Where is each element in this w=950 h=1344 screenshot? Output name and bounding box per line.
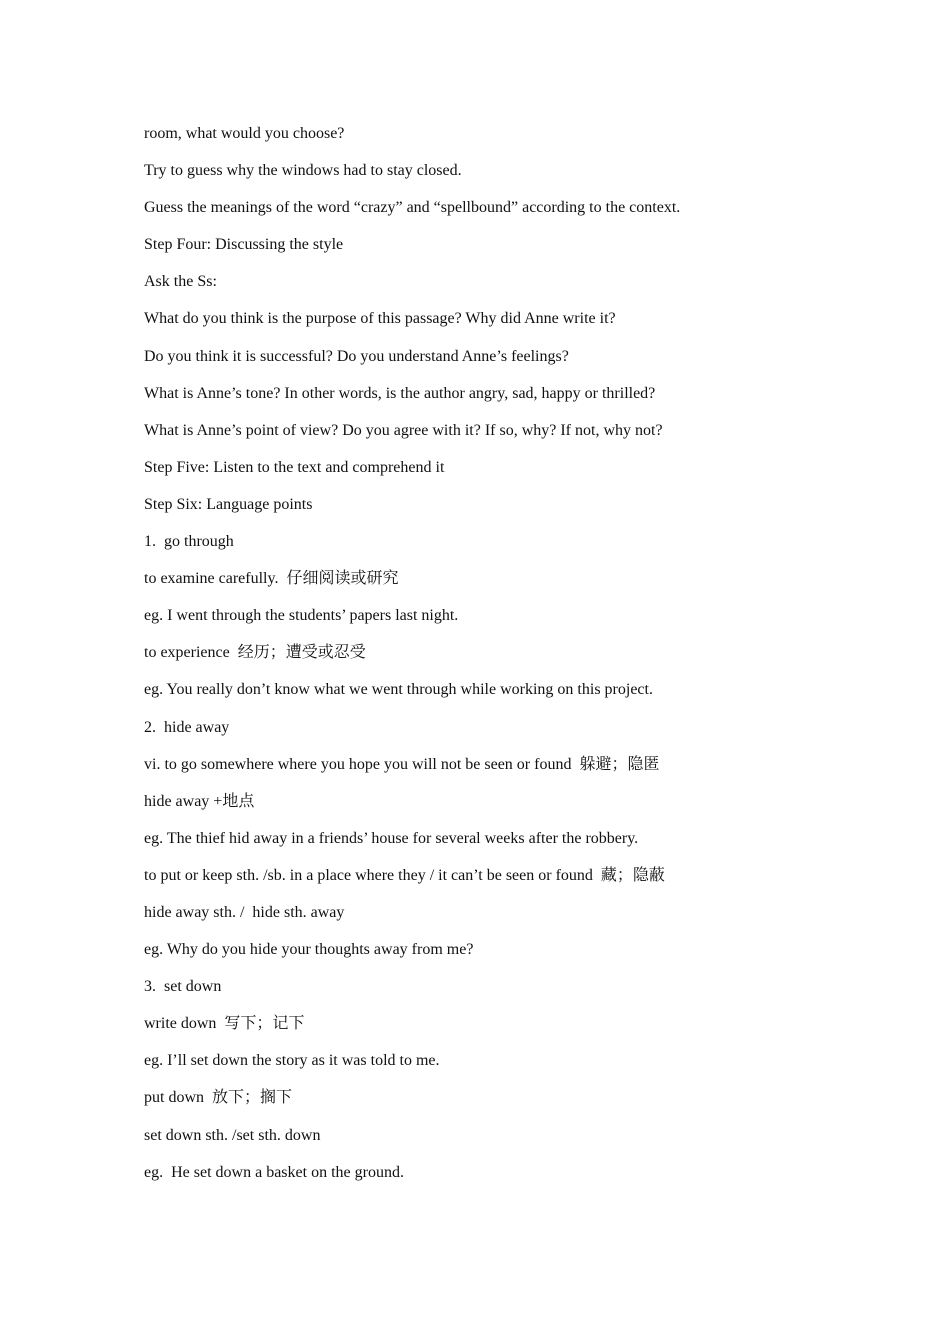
text-line: What is Anne’s tone? In other words, is the author angry, sad, happy or thrilled? bbox=[144, 384, 656, 402]
text-line: hide away sth. / hide sth. away bbox=[144, 903, 345, 921]
example-line: eg. You really don’t know what we went through while working on this project. bbox=[144, 681, 653, 699]
text-line: to put or keep sth. /sb. in a place where they / it can’t be seen or found 藏；隐蔽 bbox=[144, 866, 665, 884]
text-line: What is Anne’s point of view? Do you agree with it? If so, why? If not, why not? bbox=[144, 421, 663, 439]
text-line: write down 写下；记下 bbox=[144, 1015, 305, 1033]
text-line: room, what would you choose? bbox=[144, 125, 345, 142]
example-line: eg. I went through the students’ papers last night. bbox=[144, 607, 459, 625]
text-line: put down 放下；搁下 bbox=[144, 1089, 293, 1107]
text-line: Try to guess why the windows had to stay closed. bbox=[144, 162, 462, 180]
example-line: eg. Why do you hide your thoughts away from me? bbox=[144, 941, 474, 959]
list-item-heading: 1. go through bbox=[144, 533, 234, 551]
example-line: eg. He set down a basket on the ground. bbox=[144, 1163, 404, 1181]
text-line: Do you think it is successful? Do you understand Anne’s feelings? bbox=[144, 347, 569, 365]
text-line: set down sth. /set sth. down bbox=[144, 1126, 321, 1144]
list-item-heading: 3. set down bbox=[144, 978, 222, 996]
text-line: What do you think is the purpose of this passage? Why did Anne write it? bbox=[144, 310, 616, 328]
list-item-heading: 2. hide away bbox=[144, 718, 230, 736]
section-heading: Step Five: Listen to the text and comprehend it bbox=[144, 458, 445, 476]
section-heading: Step Six: Language points bbox=[144, 495, 313, 513]
document-body bbox=[144, 124, 824, 1200]
text-line: to experience 经历；遭受或忍受 bbox=[144, 644, 366, 662]
example-line: eg. The thief hid away in a friends’ house for several weeks after the robbery. bbox=[144, 829, 639, 847]
text-line: Ask the Ss: bbox=[144, 273, 217, 291]
text-line: Guess the meanings of the word “crazy” and “spellbound” according to the context. bbox=[144, 199, 681, 217]
text-line: to examine carefully. 仔细阅读或研究 bbox=[144, 570, 399, 588]
text-line: hide away +地点 bbox=[144, 792, 255, 810]
example-line: eg. I’ll set down the story as it was told to me. bbox=[144, 1052, 440, 1070]
section-heading: Step Four: Discussing the style bbox=[144, 236, 344, 254]
text-line: vi. to go somewhere where you hope you will not be seen or found 躲避；隐匿 bbox=[144, 755, 660, 773]
